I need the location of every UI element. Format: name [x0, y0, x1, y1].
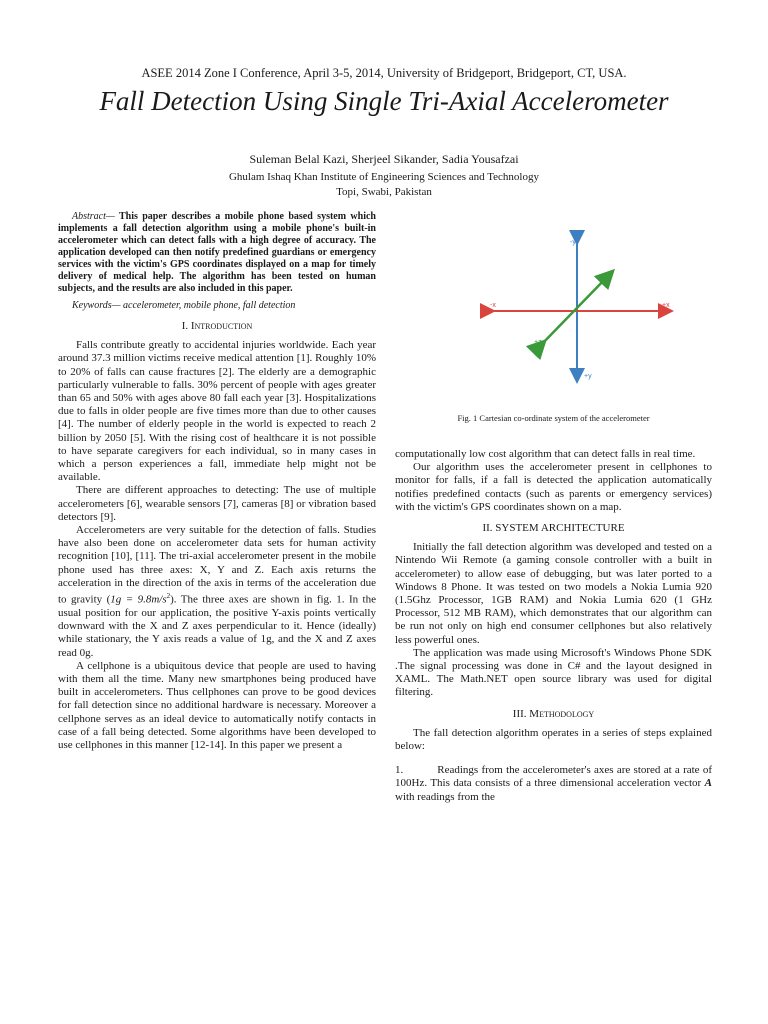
- figure-caption: Fig. 1 Cartesian co-ordinate system of the accelerometer: [457, 413, 650, 423]
- keywords: Keywords— accelerometer, mobile phone, fall detection: [72, 300, 296, 311]
- intro-paragraph-2: There are different approaches to detecting: The use of multiple accelerometers [6], wearable sensors [7], cameras [8] or vibration based detectors [9].: [58, 484, 376, 523]
- author-list: Suleman Belal Kazi, Sherjeel Sikander, Sadia Yousafzai: [249, 152, 519, 166]
- abstract: [58, 211, 376, 295]
- intro-continued-paragraph-1: computationally low cost algorithm that can detect falls in real time.: [395, 448, 696, 460]
- method-paragraph-1: The fall detection algorithm operates in a series of steps explained below:: [395, 726, 712, 753]
- neg-x-label: -x: [490, 302, 496, 309]
- pos-z-label: +z: [534, 339, 542, 346]
- intro-continued-paragraph-2: Our algorithm uses the accelerometer present in cellphones to monitor for falls, if a fall is detected the application automatically notifies predefined contacts (such as parents or emergency services) with the victim's GPS coordinates shown on a map.: [395, 461, 712, 513]
- neg-y-label: -y: [570, 239, 576, 246]
- pos-y-label: +y: [584, 373, 592, 380]
- accelerometer-axes-figure: [478, 226, 676, 388]
- right-column: [395, 448, 712, 804]
- pos-x-label: +x: [662, 302, 670, 309]
- intro-paragraph-4: A cellphone is a ubiquitous device that people are used to having with them all the time. Many new smartphones being produced have built in accelerometers. Thus cellphones can prove to be good devices for fall detection since no additional hardware is necessary. Moreover a cellphone serves as an ideal device to automatically notify contacts in case of a fall being detected. Some algorithms have been developed to use cellphones in this manner [12-14]. In this paper we present a: [58, 659, 376, 751]
- abstract-label: Abstract—: [72, 211, 115, 222]
- section-heading-system-architecture: II. SYSTEM ARCHITECTURE: [482, 522, 625, 535]
- conference-header: ASEE 2014 Zone I Conference, April 3-5, 2014, University of Bridgeport, Bridgeport, CT, USA.: [141, 66, 627, 80]
- intro-paragraph-3: Accelerometers are very suitable for the detection of falls. Studies have also been done on accelerometer data sets for human activity recognition [10], [11]. The tri-axial accelerometer present in the mobile phone used has three axes: X, Y and Z. Each axis returns the acceleration in the direction of the axis in terms of the acceleration due to gravity $(1g = 9.8m/s^2)$. The three axes are shown in fig. 1. In the usual position for our application, the positive Y-axis points vertically downward with the X and Z axes perpendicular to it. Hence (ideally) while stationary, the Y axis reads a value of 1g, and the X and Z axes read 0g.: [58, 524, 376, 659]
- paper-title: Fall Detection Using Single Tri-Axial Accelerometer: [99, 86, 669, 116]
- section-heading-methodology: III. Methodology: [512, 707, 595, 720]
- system-paragraph-1: Initially the fall detection algorithm was developed and tested on a Nintendo Wii Remote (a gaming console controller with a built in accelerometer) to allow ease of debugging, but was later ported to a Windows 8 Phone. It was tested on two models a Nokia Lumia 920 (1.5Ghz Processor, 1GB RAM) and Nokia Lumia 620 (1 GHz Processor, 512 MB RAM), which demonstrates that our algorithm can be run not only on high end consumer cellphones but also relatively less powerful ones.: [395, 541, 712, 646]
- neg-z-label: -z: [606, 271, 612, 278]
- institution: Ghulam Ishaq Khan Institute of Engineering Sciences and Technology: [228, 171, 539, 183]
- affiliation: [0, 170, 768, 200]
- location: Topi, Swabi, Pakistan: [336, 186, 432, 198]
- method-step-1: 1. Readings from the accelerometer's axes are stored at a rate of 100Hz. This data consists of a three dimensional acceleration vector A with readings from the: [395, 764, 712, 803]
- left-column: [58, 211, 376, 752]
- abstract-text: This paper describes a mobile phone based system which implements a fall detection algorithm using a mobile phone's built-in accelerometer which can detect falls with a high degree of accuracy. The application developed can then notify predefined guardians or emergency services with the victim's GPS coordinates displayed on a map for timely delivery of medical help. The algorithm has been tested on human subjects, and the results are also included in this paper.: [58, 211, 376, 294]
- system-paragraph-2: The application was made using Microsoft's Windows Phone SDK .The signal processing was done in C# and the layout designed in XAML. The Math.NET open source library was used for digital filtering.: [395, 646, 712, 699]
- intro-paragraph-1: Falls contribute greatly to accidental injuries worldwide. Each year around 37.3 million victims receive medical attention [1]. Roughly 10% to 20% of falls can cause fractures [2]. The elderly are a demographic particularly vulnerable to falls. 30% percent of people with ages greater than 65 and 50% with ages above 80 fall each year [3]. Hospitalizations due to falls in older people are five times more than due to other causes [4]. The number of elderly people in the world is expected to reach 2 billion by 2050 [5]. With the rising cost of healthcare it is not possible to have separate caregivers for each individual, so in many cases in which a person experiences a fall, immediate help might not be available.: [58, 339, 376, 484]
- section-heading-introduction: I. Introduction: [181, 320, 253, 332]
